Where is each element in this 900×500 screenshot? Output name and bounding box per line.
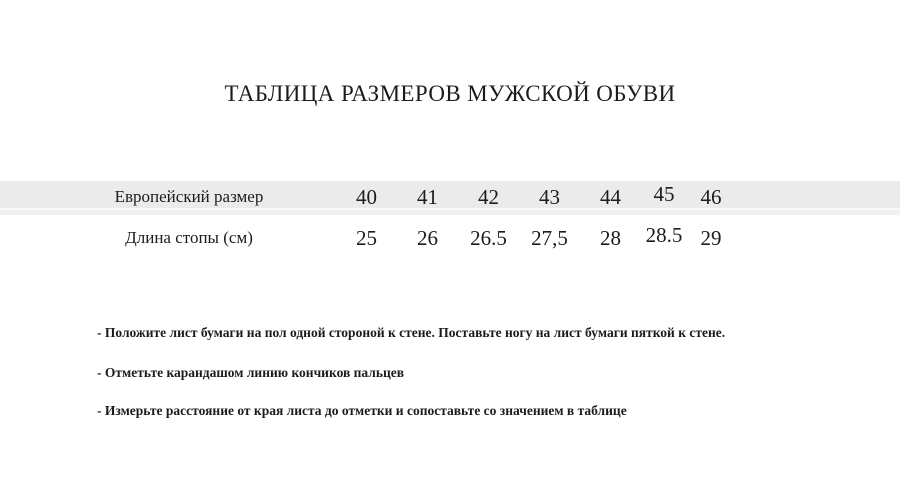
row-label-foot-length: Длина стопы (см) xyxy=(125,228,253,247)
size-cell: 44 xyxy=(600,184,621,209)
length-cell: 25 xyxy=(356,225,377,250)
length-cell: 26 xyxy=(417,225,438,250)
length-cell: 26.5 xyxy=(470,225,507,250)
length-cell: 29 xyxy=(700,225,722,250)
instruction-line: - Положите лист бумаги на пол одной стороной к стене. Поставьте ногу на лист бумаги пяткой к стене. xyxy=(97,325,726,340)
size-table-row-foot-length xyxy=(0,221,900,255)
size-cell: 40 xyxy=(356,184,377,209)
instruction-line: - Отметьте карандашом линию кончиков пальцев xyxy=(97,365,405,380)
size-cell: 46 xyxy=(700,184,722,209)
size-table-row-eu-sizes xyxy=(0,181,900,213)
size-cell: 41 xyxy=(417,184,438,209)
length-cell: 28 xyxy=(600,225,621,250)
row-label-eu-size: Европейский размер xyxy=(114,187,264,206)
instruction-line: - Измерьте расстояние от края листа до отметки и сопоставьте со значением в таблице xyxy=(97,403,627,418)
length-cell: 27,5 xyxy=(531,225,568,250)
size-cell: 42 xyxy=(478,184,499,209)
size-cell: 45 xyxy=(653,181,675,206)
length-cell: 28.5 xyxy=(645,222,683,247)
page-title: ТАБЛИЦА РАЗМЕРОВ МУЖСКОЙ ОБУВИ xyxy=(224,81,676,106)
size-cell: 43 xyxy=(539,184,560,209)
